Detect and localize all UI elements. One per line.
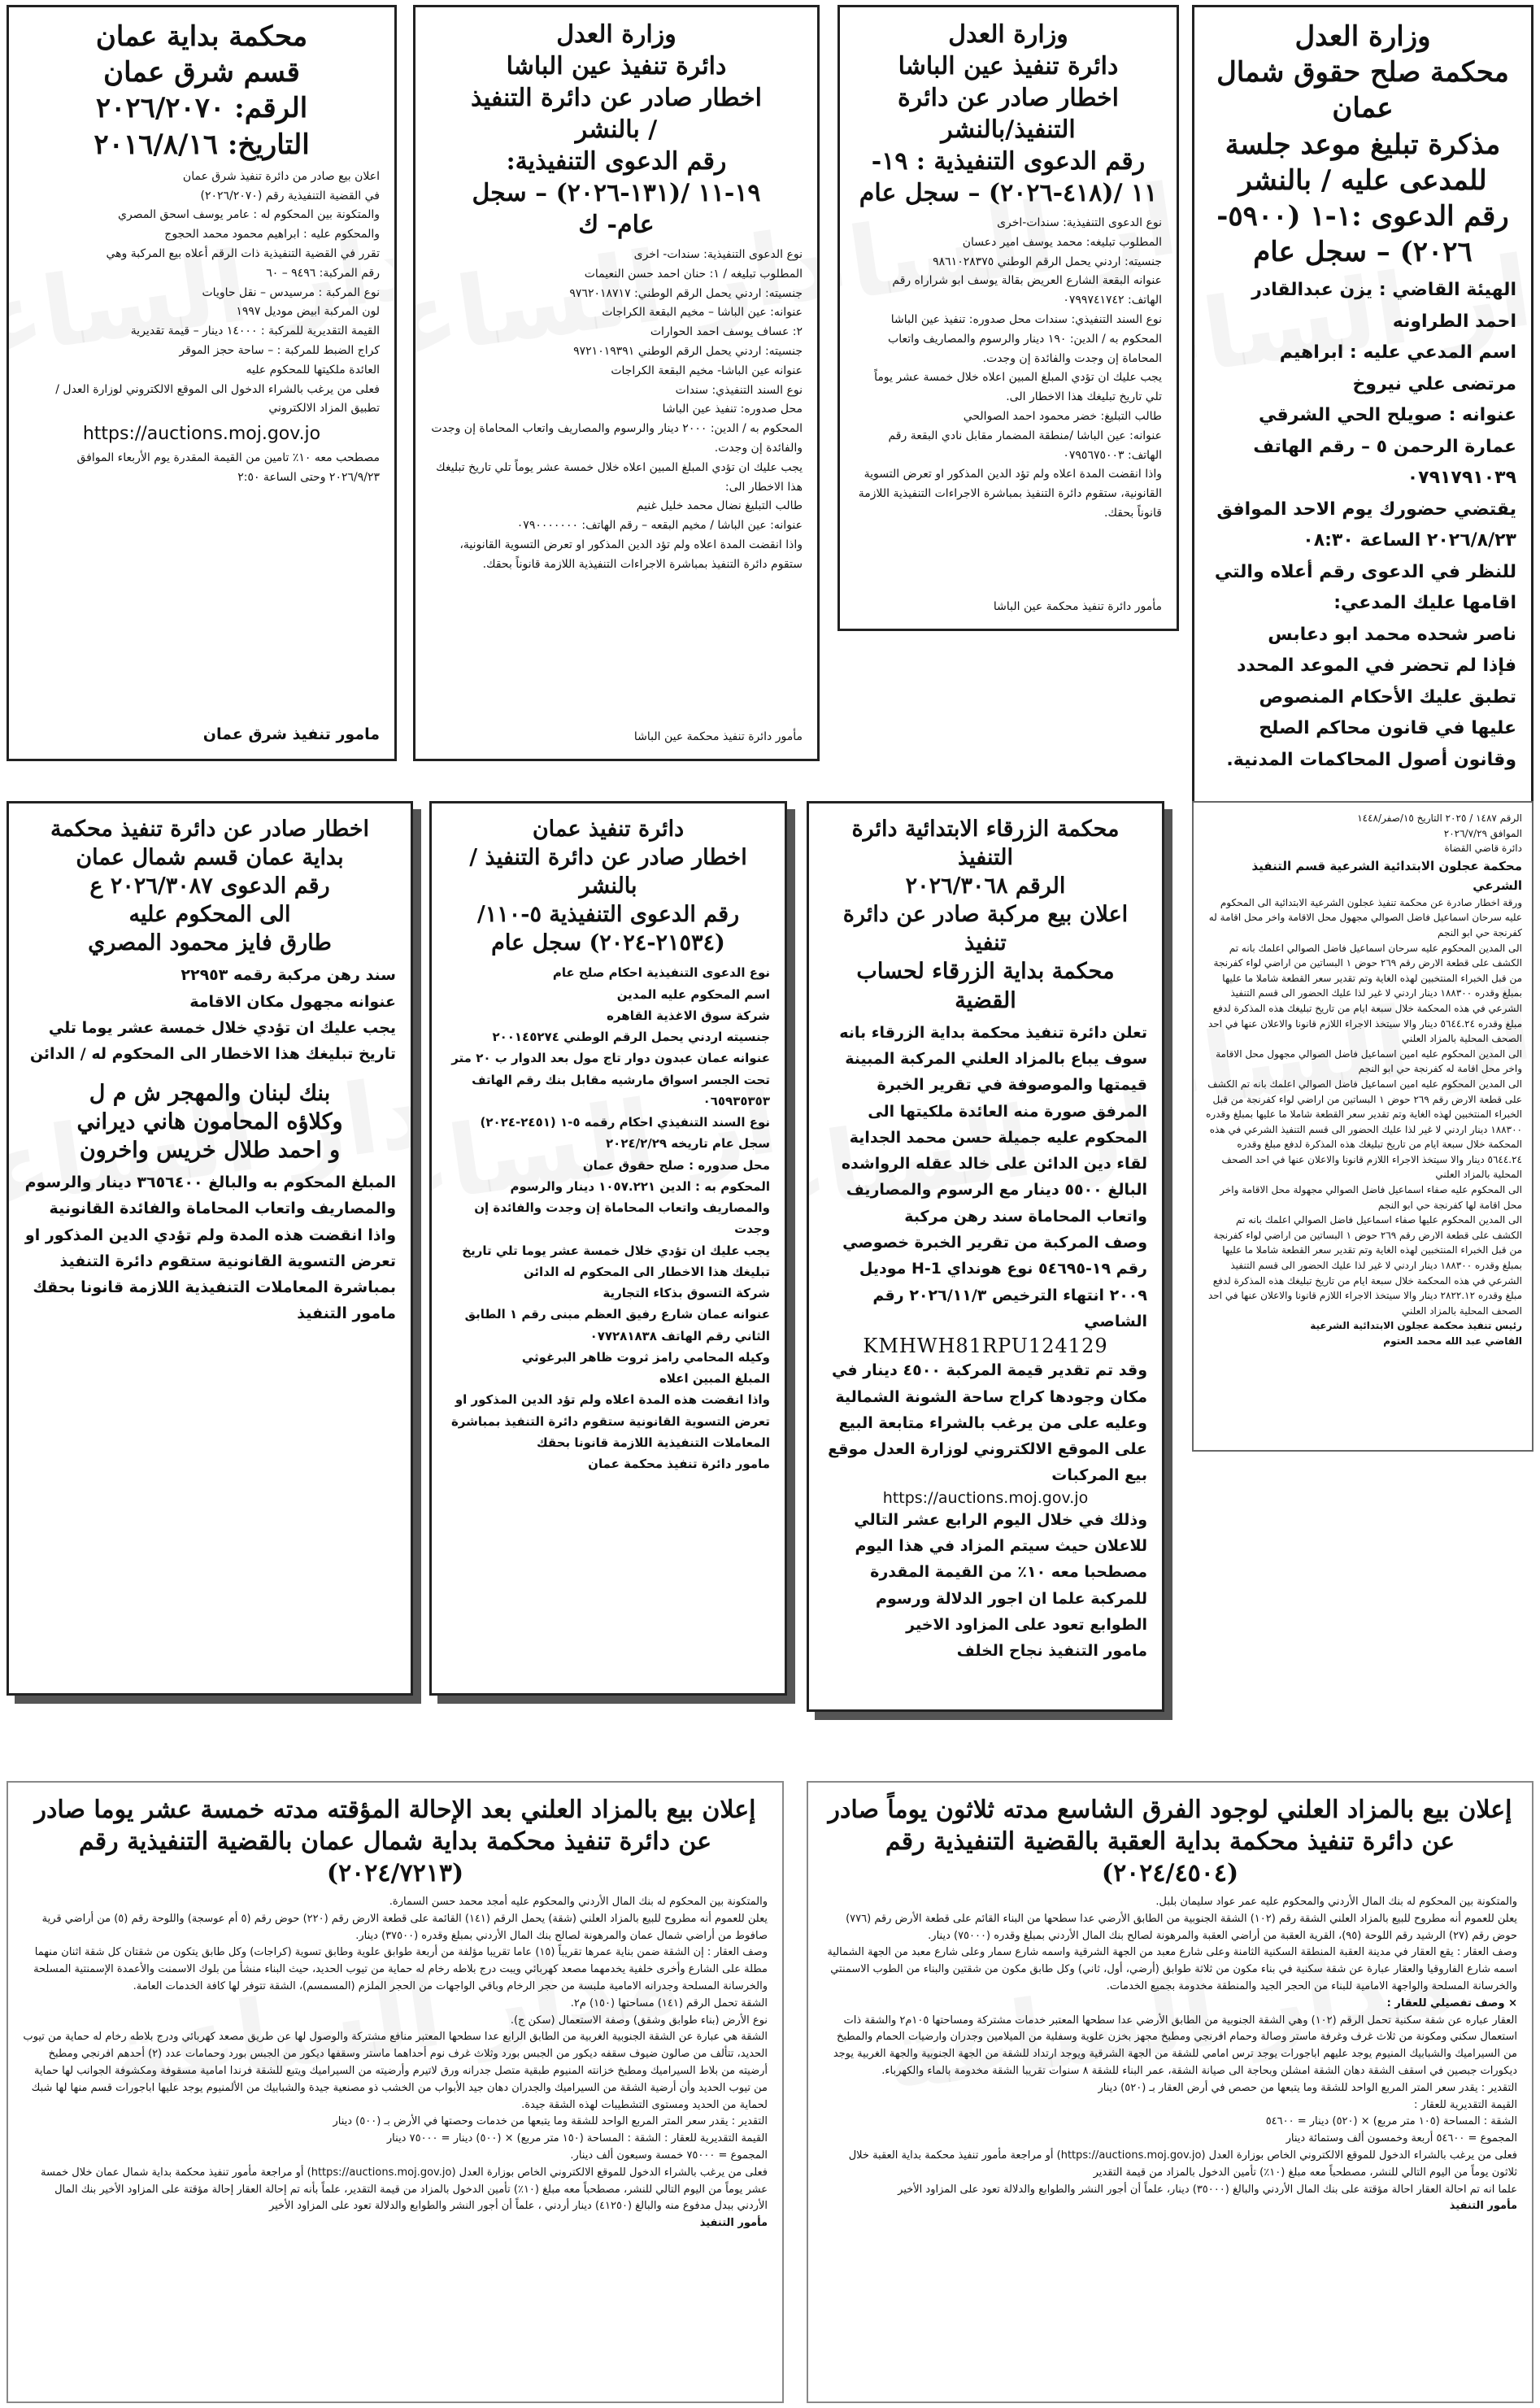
body-paragraph: والمتكونة بين المحكوم له بنك المال الأردني والمحكوم عليه عمر عواد سليمان بلبل. bbox=[1155, 1896, 1517, 1908]
signature: مامور التنفيذ bbox=[297, 1304, 396, 1323]
signature: مامور تنفيذ شرق عمان bbox=[202, 725, 380, 743]
signature: مأمور دائرة تنفيذ محكمة عين الباشا bbox=[633, 730, 803, 744]
signature: مامور دائرة تنفيذ محكمة عمان bbox=[588, 1457, 770, 1472]
body-paragraph: فعلى من يرغب بالشراء الدخول للموقع الالكتروني الخاص بوزارة العدل (https://auctions.moj.gov.jo) أو مراجعة مأمور تنفيذ محكمة بداية العقبة خلال ثلاثون يوماً من اليوم التالي للنشر، مصطحباً معه مبلغ (١٠٪) تأمين الدخول بالمزاد من قيمة التقدير bbox=[848, 2149, 1517, 2179]
body-paragraph: المبلغ المبين اعلاه bbox=[659, 1371, 770, 1387]
body-paragraph: طالب التبليغ: خضر محمود احمد الصوالحي bbox=[963, 409, 1162, 423]
body-paragraph: وصف العقار : إن الشقة ضمن بناية عمرها تقريباً (١٥) عاما تقريبا مؤلفة من أربعة طوابق علوية وطابق تسوية (كراجات) وكل طابق يتكون من شقتان كل شقة اثنان منهما مطلة على الشارع وأخرى خلفية يخدمهما مصعد كهربائي ويبت درج بلاطه رخام له حماية من تيوب الحديد، حيث البناء منشأ من بلوك الاسمنت والأعمدة الإسمنتية المسلحة والخرسانة المسلحة وجدرانه الامامية ملبسة من حجر الرخام وباقي الواجهات من الحجر الملزم (المسمسم)، الشقة تتوفر لها كافة الخدمات العامة. bbox=[33, 1946, 768, 1992]
body-paragraph: جنسيته: اردني يحمل الرقم الوطني ٩٨٦١٠٢٨٣٧٥ bbox=[933, 255, 1162, 268]
reference-line: الرقم ١٤٨٧ / ٢٠٢٥ التاريخ ١٥/صفر/١٤٤٨ bbox=[1357, 812, 1522, 824]
signature: مأمور التنفيذ bbox=[699, 2217, 768, 2230]
heading-line: محكمة بداية الزرقاء لحساب القضية bbox=[856, 959, 1115, 1013]
body-paragraph: فعلى من يرغب بالشراء الدخول للموقع الالكتروني الخاص بوزارة العدل (https://auctions.moj.gov.jo) أو مراجعة مأمور تنفيذ محكمة بداية شمال عمان خلال خمسة عشر يوماً من اليوم التالي للنشر، مصطحباً معه مبلغ (١٠٪) تأمين الدخول بالمزاد من قيمة التقدير، علماً بأنه تم إحالة العقار إحالة مؤقتة على المزاود الأخير بنك المال الأردني ببدل مدفوع منه والبالغ (٤١٢٥٠) دينار أردني ، علماً أن أجور النشر والطوابع والدلالة تعود على المزاود الأخير bbox=[41, 2166, 768, 2213]
heading-line: طارق فايز محمود المصري bbox=[88, 930, 332, 956]
body-paragraph: المجموع = ٧٥٠٠٠ خمسة وسبعون ألف دينار. bbox=[570, 2149, 768, 2162]
signature: مأمور التنفيذ bbox=[1449, 2200, 1517, 2213]
body-paragraph: الشقة هي عبارة عن الشقة الجنوبية الغربية من الطابق الرابع عدا سطحها المعتبر منافع مشتركة والوصول لها عن طريق مصعد كهربائي ودرج بلاطه رخام له حماية من تيوب الحديد، تتألف من صالون ضيوف سقفه ديكور من الجبس بورد وثلاث غرف نوم أحداهما ماستر وسقفها ديكور من الجبس بورد وحمامات عدد (٢) أحدهم افرنجي ومطبخ أرضيته من بلاط السيراميك ومطبخ خزانته المنيوم طبقية متصل جدرانه ورق لاتيرم وأرضيته من السيراميك ويتبع للشقة فرندا امامية مسقوفة ومكشوفة الجوانب لها حماية من تيوب الحديد وأن أرضية الشقة من السيراميك والجدران دهان جيد الأبواب من الخشب ذو مصنعية جيدة والشبابيك من الألمنيوم يوجد عليها اباجورات قسم منها لها شبك لحماية من الحديد ومستوى التشطيبات لهذه الشقة جيدة. bbox=[23, 2031, 768, 2111]
body-paragraph: يقتضي حضورك يوم الاحد الموافق ٢٠٢٦/٨/٢٣ الساعة ٠٨:٣٠ bbox=[1216, 499, 1516, 551]
heading-line: دائرة تنفيذ عين الباشا bbox=[898, 52, 1119, 81]
heading-line: اخطار صادر عن دائرة bbox=[898, 84, 1119, 112]
heading-line: التنفيذ bbox=[957, 845, 1013, 871]
body-paragraph: عنوانه: عين الباشا / مخيم البقعه – رقم الهاتف: ٠٧٩٠٠٠٠٠٠٠ bbox=[516, 519, 803, 533]
body-paragraph: محل صدوره: تنفيذ عين الباشا bbox=[662, 403, 803, 416]
heading-line: / بالنشر bbox=[575, 115, 658, 144]
body-paragraph: الى المدين المحكوم عليه سرحان اسماعيل فاضل الصوالي اعلمك بانه تم الكشف على قطعة الارض رقم ٢٦٩ حوض ١ البساتين من اراضي لواء كفرنجة من قبل الخبراء المنتخبين لهذه الغاية وتم تقدير سعر القطعة شاملا ما عليها بمبلغ وقدره ١٨٨٣٠٠ دينار اردني لا غير لذا عليك الحضور الى قسم التنفيذ الشرعي في هذه المحكمة خلال سبعة ايام من تاريخ تبليغك هذه المذكرة لدفع مبلغ وقدره ٥٦٤٤.٢٤ دينار والا سيتخذ الاجراء اللازم قانونا والاعلان عنها في احد الصحف المحلية بالمزاد العلني bbox=[1207, 942, 1522, 1045]
body-paragraph: المحكوم به / الدين: ١٩٠ دينار والرسوم والمصاريف واتعاب المحاماة إن وجدت والفائدة إن وجدت. bbox=[888, 332, 1162, 365]
body-paragraph: يعلن للعموم أنه مطروح للبيع بالمزاد العلني (شقة) يحمل الرقم (١٤١) القائمة على قطعة الارض رقم (٢٢٠) حوض رقم (٥ أم عوسجة) واللوحة رقم (٥) من أراضي قرية صافوط من أراضي شمال عمان والمرهونة لصالح بنك المال الأردني بمبلغ وقدره (٣٧٥٠٠) دينار. bbox=[41, 1912, 768, 1942]
body-paragraph: المحكوم به / الدين: ٢٠٠٠ دينار والرسوم والمصاريف واتعاب المحاماة إن وجدت والفائدة إن وجدت. bbox=[431, 422, 803, 455]
notice-heading bbox=[824, 815, 1147, 1015]
body-paragraph: فإذا لم تحضر في الموعد المحدد تطبق عليك الأحكام المنصوص عليها في قانون محاكم الصلح وقانون أصول المحاكمات المدنية. bbox=[1226, 655, 1516, 770]
body-paragraph: كراج الضبط للمركبة : – ساحة حجز الموقر bbox=[179, 343, 380, 357]
body-paragraph: نوع السند التنفيذي احكام رقمه ٥-١ (٢٤٥١-٢٠٢٤) سجل عام تاريخه ٢٠٢٤/٢/٢٩ bbox=[480, 1115, 770, 1152]
body-paragraph: فعلى من يرغب بالشراء الدخول الى الموقع الالكتروني لوزارة العدل / تطبيق المزاد الالكتروني bbox=[55, 382, 380, 416]
signature: القاضي عبد الله محمد العتوم bbox=[1383, 1335, 1522, 1347]
heading-line: اخطار صادر عن دائرة التنفيذ / بالنشر bbox=[469, 845, 747, 899]
chassis-number: KMHWH81RPU124129 bbox=[863, 1335, 1108, 1358]
heading-line: دائرة تنفيذ عين الباشا bbox=[506, 52, 727, 81]
body-paragraph: المبلغ المحكوم به والبالغ ٣٦٥٦٤٠٠ دينار والرسوم والمصاريف واتعاب المحاماة والفائدة القانونية bbox=[24, 1173, 396, 1218]
notice-north-amman-auction bbox=[7, 1781, 784, 2403]
notice-heading bbox=[855, 19, 1162, 209]
heading-line: عام- ك bbox=[578, 211, 655, 239]
body-paragraph: عنوانه: عين الباشا – مخيم البقعة الكراجات bbox=[602, 306, 803, 320]
heading-line: رقم الدعوى التنفيذية: bbox=[506, 147, 727, 176]
heading-line: رقم الدعوى :١-١ (٥٩٠٠- bbox=[1216, 199, 1509, 233]
notice-heading bbox=[24, 815, 396, 957]
body-paragraph: العائدة ملكيتها للمحكوم عليه bbox=[246, 363, 380, 377]
notice-amman-execution bbox=[429, 801, 787, 1696]
notice-heading bbox=[1209, 19, 1516, 270]
heading-line: رقم الدعوى التنفيذية : ١٩- bbox=[871, 147, 1146, 176]
heading-line: قسم شرق عمان bbox=[103, 56, 300, 89]
body-paragraph: يجب عليك ان تؤدي المبلغ المبين اعلاه خلال خمسة عشر يوماً تلي تاريخ تبليغك هذا الاخطار الى: bbox=[436, 460, 803, 494]
body-paragraph: وذلك في خلال اليوم الرابع عشر التالي للاعلان حيث سيتم المزاد في هذا اليوم مصطحبا معه ١٠٪ من القيمة المقدرة للمركبة علما ان اجور الدلالة ورسوم الطوابع تعود على المزاود الاخير bbox=[854, 1510, 1147, 1634]
body-paragraph: نوع المركبة : مرسيدس – نقل حاويات bbox=[202, 285, 380, 299]
reference-line: الموافق ٢٠٢٦/٧/٢٩ bbox=[1443, 827, 1522, 839]
body-paragraph: الهيئة القاضي : يزن عبدالقادر احمد الطراونه bbox=[1251, 280, 1516, 332]
body-paragraph: رقم المركبة: ٩٤٩٦ – ٦٠ bbox=[266, 266, 380, 280]
notice-aqaba-auction bbox=[807, 1781, 1533, 2403]
auction-url-link[interactable]: https://auctions.moj.gov.jo bbox=[82, 424, 321, 445]
creditor-heading bbox=[24, 1079, 396, 1165]
heading-line: التنفيذ/بالنشر bbox=[941, 115, 1076, 144]
body-paragraph: عنوانه عمان عبدون دوار تاج مول بعد الدوار ب ٢٠ متر تحت الجسر اسواق مارشيه مقابل بنك رقم الهاتف ٠٦٥٩٣٥٣٥٣ bbox=[451, 1051, 770, 1108]
body-paragraph: نوع الأرض (بناء طوابق وشقق) وصفة الاستعمال (سكن ج). bbox=[510, 2014, 768, 2027]
heading-line: وزارة العدل bbox=[948, 20, 1068, 49]
reference-line: دائرة قاضي القضاة bbox=[1444, 843, 1522, 855]
signature: مأمور دائرة تنفيذ محكمة عين الباشا bbox=[993, 600, 1162, 614]
body-paragraph: طالب التبليغ نضال محمد خليل غنيم bbox=[636, 499, 803, 513]
body-paragraph: المحكوم به : الدين ١٠٥٧.٢٢١ دينار والرسوم والمصاريف واتعاب المحاماة إن وجدت والفائدة إن وجدت bbox=[474, 1178, 770, 1237]
notice-heading bbox=[446, 815, 770, 957]
body-paragraph: يجب عليك ان تؤدي المبلغ المبين اعلاه خلال خمسة عشر يوماً تلي تاريخ تبليغك هذا الاخطار الى. bbox=[874, 371, 1162, 404]
body-paragraph: العقار عباره عن شقة سكنية تحمل الرقم (١٠٢) وهي الشقة الجنوبية من الطابق الأرضي عدا سطحها المعتبر خدمات مشتركة ومساحتها ١٠٥م٢ والشقة ذات استعمال سكني ومكونة من ثلاث غرف وغرفة ماستر وصالة وحمام افرنجي ومطبخ مجهز بخزن علوية وسفلية من الميلامين وجدران وارضيات الحمام والمطبخ من السيراميك والشبابيك المنيوم يوجد عليهم اباجورات يوجد ترس امامي للشقة من الجهة الشرقية ويوجد ارتداد للشقة من الجهة الجنوبية والجهة الغربية يوجد ديكورات جبصين في اسقف الشقة دهان الشقة امشلن وبحاجة الى صيانة الشقة، عمر البناء للشقة ٨ سنوات تقريبا الشقة مخدومة بالماء والكهرباء. bbox=[833, 2014, 1517, 2077]
heading-line: بنك لبنان والمهجر ش م ل bbox=[89, 1080, 331, 1106]
body-paragraph: نوع الدعوى التنفيذية: سندات-اخرى bbox=[997, 216, 1162, 229]
auction-url-link[interactable]: https://auctions.moj.gov.jo bbox=[882, 1488, 1089, 1507]
heading-line: رقم الدعوى ٢٠٢٦/٣٠٨٧ ع bbox=[89, 873, 330, 899]
heading-line: للمدعى عليه / بالنشر bbox=[1238, 163, 1487, 197]
body-paragraph: ورقة اخطار صادرة عن محكمة تنفيذ عجلون الشرعية الابتدائية الى المحكوم عليه سرحان اسماعيل فاضل الصوالي مجهول محل الاقامة واخر محل اقامة له كفرنجة حي ابو النجم bbox=[1208, 896, 1522, 938]
notice-ain-basha-418 bbox=[837, 5, 1179, 631]
heading-line: مذكرة تبليغ موعد جلسة bbox=[1225, 128, 1501, 161]
notice-title: إعلان بيع بالمزاد العلني بعد الإحالة المؤقته مدته خمسة عشر يوما صادر عن دائرة تنفيذ محكمة بداية شمال عمان بالقضية التنفيذية رقم (٢٠٢٤/٧٢١٣) bbox=[34, 1796, 756, 1888]
heading-line: وزارة العدل bbox=[556, 20, 676, 49]
body-paragraph: تقرر في القضية التنفيذية ذات الرقم أعلاه بيع المركبة وهي bbox=[106, 246, 380, 260]
heading-line: اخطار صادر عن دائرة تنفيذ محكمة bbox=[50, 816, 370, 842]
body-paragraph: تعلن دائرة تنفيذ محكمة بداية الزرقاء بانه سوف يباع بالمزاد العلني المركبة المبينة قيمتها والموصوفة في تقرير الخبرة المرفق صورة منه العائدة ملكيتها الى المحكوم عليه جميلة حسن محمد الجداية لقاء دين الدائن على خالد عقله الرواشده البالغ ٥٥٠٠ دينار مع الرسوم والمصاريف واتعاب المحاماة سند رهن مركبة bbox=[839, 1023, 1147, 1226]
notice-ain-basha-131 bbox=[413, 5, 820, 761]
body-paragraph: الى المدين المحكوم عليه امين اسماعيل فاضل الصوالي مجهول محل الاقامة واخر محل اقامة له كفرنجة حي ابو النجم bbox=[1216, 1047, 1522, 1075]
body-paragraph: يجب عليك ان تؤدي خلال خمسة عشر يوما تلي تاريخ تبليغك هذا الاخطار الى المحكوم له / الدائن bbox=[29, 1019, 396, 1064]
heading-line: عمان bbox=[1332, 92, 1394, 125]
body-paragraph: عنوانه: عين الباشا /منطقة المضمار مقابل نادي البقعة رقم الهاتف: ٠٧٩٥٦٧٥٠٠٣ bbox=[888, 429, 1162, 462]
body-paragraph: عنوانه عمان شارع رفيق العظم مبنى رقم ١ الطابق الثاني رقم الهاتف ٠٧٧٢٨١٨٣٨ bbox=[464, 1307, 770, 1343]
body-paragraph: عنوانه : صويلح الحي الشرقي عمارة الرحمن ٥ – رقم الهاتف ٠٧٩١٧٩١٠٣٩ bbox=[1253, 405, 1516, 489]
body-paragraph: اسم المدعي عليه : ابراهيم مرتضى علي نيروخ bbox=[1279, 342, 1516, 394]
notice-north-amman-bank bbox=[7, 801, 413, 1696]
body-paragraph: نوع الدعوى التنفيذية: سندات- اخرى bbox=[633, 248, 803, 261]
body-paragraph: وقد تم تقدير قيمة المركبة ٤٥٠٠ دينار في مكان وجودها كراج ساحة الشونة الشمالية وعليه على من يرغب بالشراء متابعة البيع على الموقع الالكتروني لوزارة العدل موقع بيع المركبات bbox=[828, 1361, 1147, 1485]
body-paragraph: المطلوب تبليغه: محمد يوسف امير دعسان bbox=[962, 235, 1162, 249]
heading-line: محكمة بداية عمان bbox=[95, 20, 308, 53]
body-paragraph: جنسيته: اردني يحمل الرقم الوطني: ٩٧٦٢٠١٨٧١٧ bbox=[569, 286, 803, 300]
body-paragraph: والمتكونة بين المحكوم له بنك المال الأردني والمحكوم عليه أمجد محمد حسن السمارة. bbox=[389, 1896, 768, 1908]
body-paragraph: عنوانه عين الباشا- مخيم البقعة الكراجات bbox=[611, 364, 803, 377]
body-paragraph: جنسيته: اردني يحمل الرقم الوطني ٩٧٢١٠١٩٣٩١ bbox=[573, 344, 803, 358]
signature: رئيس تنفيذ محكمة عجلون الابتدائية الشرعية bbox=[1310, 1320, 1522, 1332]
body-paragraph: المجموع = ٥٤٦٠٠ أربعة وخمسون ألف وستمائة دينار bbox=[1286, 2132, 1517, 2145]
body-paragraph: الى المدين المحكوم عليه امين اسماعيل فاضل الصوالي اعلمك بانه تم الكشف على قطعة الارض رقم ٢٦٩ حوض ١ البساتين من اراضي لواء كفرنجة من قبل الخبراء المنتخبين لهذه الغاية وتم تقدير سعر القطعة شاملا ما عليها بمبلغ وقدره ١٨٨٣٠٠ دينار اردني لا غير لذا عليك الحضور الى قسم التنفيذ الشرعي في هذه المحكمة خلال سبعة ايام من تاريخ تبليغك هذه المذكرة لدفع مبلغ وقدره ٥٦٤٤.٢٤ دينار والا سيتخذ الاجراء اللازم قانونا والاعلان عنها في احد الصحف المحلية بالمزاد العلني bbox=[1206, 1078, 1522, 1181]
body-paragraph: سند رهن مركبة رقمه ٢٢٩٥٣ bbox=[181, 966, 396, 985]
notice-salh-north-amman bbox=[1192, 5, 1533, 819]
heading-line: وكلاؤه المحامون هاني ديراني bbox=[76, 1108, 343, 1134]
notice-title: محكمة عجلون الابتدائية الشرعية قسم التنفيذ الشرعي bbox=[1251, 858, 1522, 893]
heading-line: محكمة صلح حقوق شمال bbox=[1216, 56, 1509, 89]
body-paragraph: وصف المركبة من تقرير الخبرة خصوصي رقم ١٩-٥٤٦٩٥ نوع هونداي H-1 موديل ٢٠٠٩ انتهاء الترخيص ٢٠٢٦/١١/٣ رقم الشاصي bbox=[842, 1234, 1147, 1330]
heading-line: دائرة تنفيذ عمان bbox=[532, 816, 685, 842]
body-paragraph: اسم المحكوم عليه المدين bbox=[616, 986, 770, 1002]
body-paragraph: الى المحكوم عليه صفاء اسماعيل فاضل الصوالي مجهولة محل الاقامة واخر محل اقامة لها كفرنجة حي ابو النجم bbox=[1220, 1184, 1522, 1211]
notice-heading bbox=[430, 19, 803, 241]
heading-line: الى المحكوم عليه bbox=[128, 902, 291, 928]
heading-line: محكمة الزرقاء الابتدائية دائرة bbox=[851, 816, 1120, 842]
body-paragraph: في القضية التنفيذية رقم (٢٠٢٦/٢٠٧٠) bbox=[200, 189, 380, 202]
heading-line: الرقم: ٢٠٢٦/٢٠٧٠ bbox=[95, 92, 308, 125]
heading-line: ٢٠٢٦) – سجل عام bbox=[1253, 236, 1473, 269]
signature: مامور التنفيذ نجاح الخلف bbox=[956, 1642, 1147, 1661]
body-paragraph: الشقة تحمل الرقم (١٤١) مساحتها (١٥٠) م٢. bbox=[570, 1997, 768, 2010]
body-paragraph: عنوانه مجهول مكان الاقامة bbox=[189, 992, 396, 1011]
body-paragraph: المطلوب تبليغه / ١: حنان احمد حسن النعيمات bbox=[584, 267, 803, 281]
body-paragraph: مصطحب معه ١٠٪ تامين من القيمة المقدرة يوم الأربعاء الموافق ٢٠٢٦/٩/٢٣ وحتى الساعة ٢:٥٠ bbox=[76, 451, 380, 484]
body-paragraph: القيمة التقديرية للعقار : bbox=[1414, 2098, 1517, 2111]
body-paragraph: يجب عليك ان تؤدي خلال خمسة عشر يوما تلي تاريخ تبليغك هذا الاخطار الى المحكوم له الدائن bbox=[462, 1243, 770, 1279]
body-paragraph: القيمة التقديرية للمركبة : ١٤٠٠٠ دينار – قيمة تقديرية bbox=[130, 324, 380, 338]
notice-ajloun-sharia bbox=[1192, 801, 1533, 1452]
notice-heading bbox=[24, 19, 380, 163]
body-paragraph: التقدير : يقدر سعر المتر المربع الواحد للشقة وما يتبعها من حصص في أرض العقار بـ (٥٢٠) دينار bbox=[1098, 2081, 1517, 2094]
body-paragraph: نوع السند التنفيذي: سندات محل صدوره: تنفيذ عين الباشا bbox=[890, 312, 1162, 326]
body-paragraph: القيمة التقديرية للعقار : الشقة : المساحة (١٥٠ متر مربع) × (٥٠٠) دينار = ٧٥٠٠٠ دينار bbox=[386, 2132, 768, 2145]
heading-line: بداية عمان قسم شمال عمان bbox=[76, 845, 344, 871]
body-paragraph: نوع الدعوى التنفيذية احكام صلح عام bbox=[552, 965, 770, 981]
heading-line: (٢١٥٣٤-٢٠٢٤) سجل عام bbox=[491, 930, 725, 956]
body-paragraph: واذا انقضت هذه المدة اعلاه ولم تؤد الدين المذكور او تعرض التسوية القانونية ستقوم دائرة التنفيذ بمباشرة المعاملات التنفيذية اللازمة قانونا بحقك bbox=[450, 1392, 770, 1450]
notice-title: إعلان بيع بالمزاد العلني لوجود الفرق الشاسع مدته ثلاثون يوماً صادر عن دائرة تنفيذ محكمة بداية العقبة بالقضية التنفيذية رقم (٢٠٢٤/٤٥٠٤) bbox=[828, 1796, 1512, 1888]
heading-line: ١١ /(٤١٨-٢٠٢٦) – سجل عام bbox=[859, 179, 1158, 207]
body-paragraph: نوع السند التنفيذي: سندات bbox=[675, 383, 803, 397]
body-paragraph: عنوانه البقعة الشارع العريض بقالة يوسف ابو شراراه رقم الهاتف: ٠٧٩٩٧٤١٧٤٢ bbox=[892, 274, 1162, 307]
body-paragraph: وصف العقار : يقع العقار في مدينة العقبة المنطقة السكنية الثامنة وعلى شارع معبد من الجهة الشرقية واسمه شارع سمار وعلى شارع معبد من الجهة الشمالية اسمه شارع الفاروقيا والعقار عبارة عن شقة سكنية في بناء مكون من ثلاثة طوابق (أرضي، أول، ثاني) وكل طابق مكون من شقتين والبناء من الطوب الاسمنتي والخرسانة المسلحة والواجهة الامامية للبناء من الحجر الجيد والمنطقة مخدومة بجميع الخدمات. bbox=[827, 1946, 1517, 1992]
body-paragraph: وكيله المحامي رامز ثروت ظاهر البرغوثي bbox=[521, 1349, 770, 1365]
body-paragraph: × وصف تفصيلي للعقار : bbox=[1386, 1997, 1517, 2010]
heading-line: اخطار صادر عن دائرة التنفيذ bbox=[471, 84, 762, 112]
body-paragraph: ناصر شحده محمد ابو دعابس bbox=[1268, 624, 1516, 645]
body-paragraph: يعلن للعموم أنه مطروح للبيع بالمزاد العلني الشقة رقم (١٠٢) الشقة الجنوبية من الطابق الأرضي عدا سطحها من البناء القائم على قطعة الأرض رقم (٧٧٦) حوض رقم (٢٧) الرشيد رقم اللوحة (٩٥)، القرية العقبة من أراضي العقبة والمرهونة لصالح بنك المال الأردني بمبلغ وقدره (٧٥٠٠٠) دينار. bbox=[846, 1912, 1517, 1942]
body-paragraph: والمتكونة بين المحكوم له : عامر يوسف اسحق المصري bbox=[118, 208, 380, 222]
heading-line: التاريخ: ٢٠١٦/٨/١٦ bbox=[94, 128, 310, 161]
body-paragraph: علما انه تم احالة العقار احالة مؤقتة على بنك المال الأردني والبالغ (٣٥٠٠٠) دينار، علماً أن أجور النشر والطوابع والدلالة تعود على المزاود الأخير bbox=[898, 2183, 1517, 2196]
heading-line: وزارة العدل bbox=[1294, 20, 1431, 53]
notice-east-amman-sale bbox=[7, 5, 397, 761]
body-paragraph: لون المركبة ابيض موديل ١٩٩٧ bbox=[236, 305, 380, 319]
body-paragraph: جنسيته اردني يحمل الرقم الوطني ٢٠٠١٤٥٢٧٤ bbox=[492, 1030, 770, 1045]
body-paragraph: للنظر في الدعوى رقم أعلاه والتي اقامها عليك المدعي: bbox=[1214, 561, 1516, 614]
heading-line: رقم الدعوى التنفيذية ٥-١١٠/ bbox=[476, 902, 740, 928]
body-paragraph: واذا انقضت هذه المدة ولم تؤدي الدين المذكور او تعرض التسوية القانونية ستقوم دائرة التنفيذ بمباشرة المعاملات التنفيذية اللازمة قانونا بحقك bbox=[24, 1226, 396, 1297]
heading-line: ١٩-١١ /(١٣١-٢٠٢٦) – سجل bbox=[472, 179, 761, 207]
body-paragraph: ٢: عساف يوسف احمد الحوارات bbox=[650, 325, 803, 339]
body-paragraph: واذا انقضت المدة اعلاه ولم تؤد الدين المذكور او تعرض التسوية القانونية، ستقوم دائرة التنفيذ بمباشرة الاجراءات التنفيذية اللازمة قانوناً بحقك. bbox=[858, 468, 1162, 520]
body-paragraph: التقدير : يقدر سعر المتر المربع الواحد للشقة وما يتبعها من خدمات وحصتها في الأرض بـ (٥٠٠) دينار bbox=[333, 2115, 768, 2128]
notice-zarqa-vehicle-sale bbox=[807, 801, 1164, 1712]
body-paragraph: والمحكوم عليه : ابراهيم محمود محمد الحجوج bbox=[164, 228, 380, 242]
body-paragraph: شركة سوق الاغذية القاهره bbox=[607, 1008, 770, 1023]
body-paragraph: الى المدين المحكوم عليها صفاء اسماعيل فاضل الصوالي اعلمك بانه تم الكشف على قطعة الارض رقم ٢٦٩ حوض ١ البساتين من اراضي لواء كفرنجة من قبل الخبراء المنتخبين لهذه الغاية وتم تقدير سعر القطعة شاملا ما عليها بمبلغ وقدره ١٨٨٣٠٠ دينار اردني لا غير لذا عليك الحضور الى قسم التنفيذ الشرعي في هذه المحكمة خلال سبعة ايام من تاريخ تبليغك هذه المذكرة لدفع مبلغ وقدره ٢٨٢٢.١٢ دينار والا سيتخذ الاجراء اللازم قانونا والاعلان عنها في احد الصحف المحلية بالمزاد العلني bbox=[1207, 1214, 1522, 1317]
body-paragraph: اعلان بيع صادر من دائرة تنفيذ شرق عمان bbox=[182, 169, 380, 183]
body-paragraph: الشقة : المساحة (١٠٥ متر مربع) × (٥٢٠) دينار = ٥٤٦٠٠ bbox=[1265, 2115, 1517, 2128]
heading-line: الرقم ٢٠٢٦/٣٠٦٨ bbox=[905, 873, 1066, 899]
heading-line: و احمد طلال خريس واخرون bbox=[79, 1137, 341, 1163]
heading-line: اعلان بيع مركبة صادر عن دائرة تنفيذ bbox=[842, 902, 1129, 956]
body-paragraph: شركة التسوق بذكاء التجارية bbox=[603, 1286, 770, 1301]
body-paragraph: واذا انقضت المدة اعلاه ولم تؤد الدين المذكور او تعرض التسوية القانونية، ستقوم دائرة التنفيذ بمباشرة الاجراءات التنفيذية اللازمة قانوناً بحقك. bbox=[459, 538, 803, 571]
body-paragraph: محل صدوره : صلح حقوق عمان bbox=[582, 1157, 770, 1173]
